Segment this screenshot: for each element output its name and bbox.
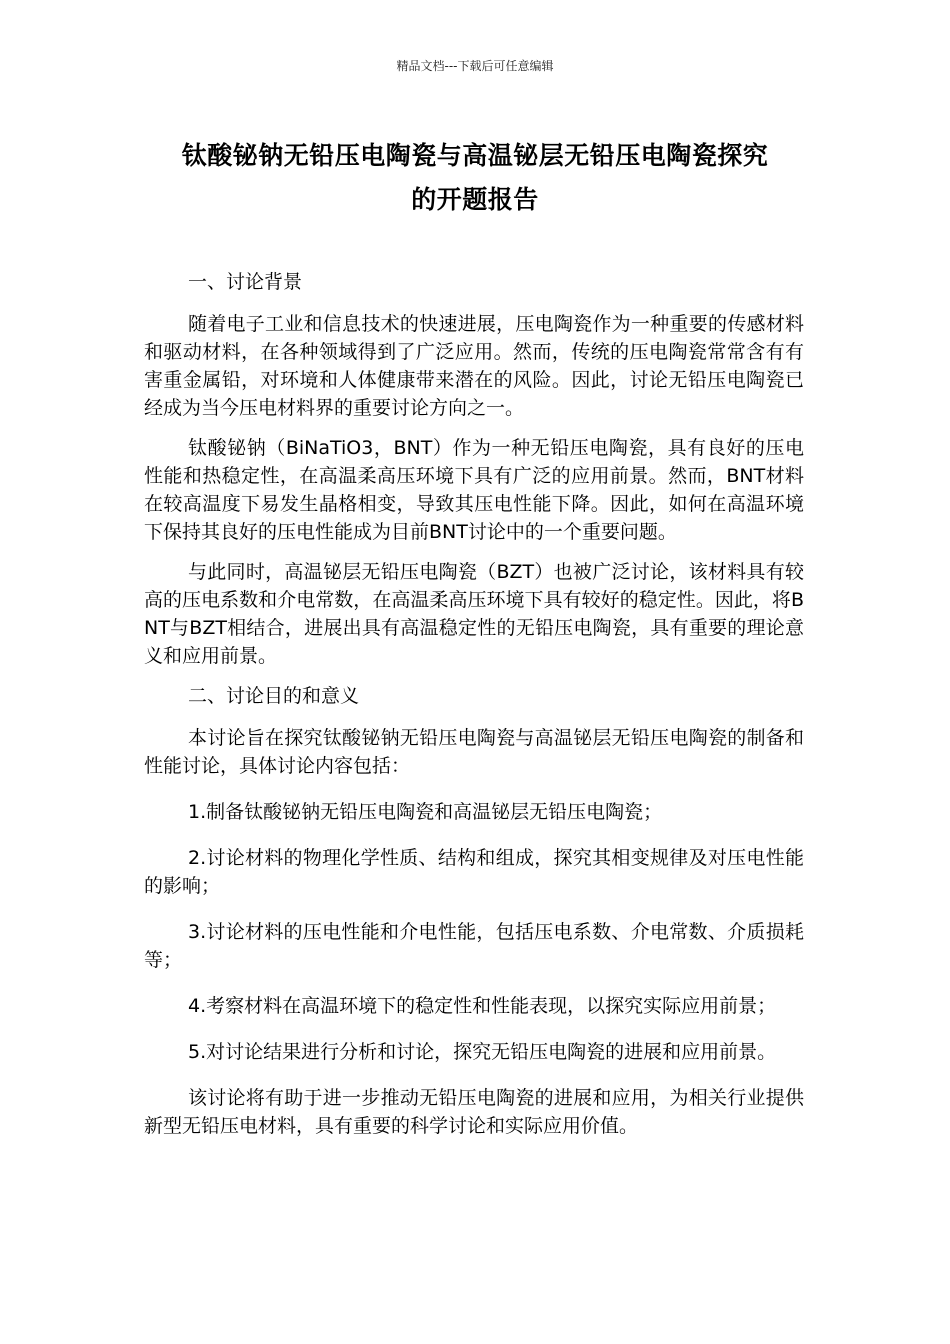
document-body [144, 268, 804, 1152]
section-heading-background: 一、讨论背景 [188, 271, 303, 293]
section-heading-purpose: 二、讨论目的和意义 [188, 685, 360, 707]
document-title [120, 134, 830, 222]
paragraph: 随着电子工业和信息技术的快速进展，压电陶瓷作为一种重要的传感材料和驱动材料，在各种领域得到了广泛应用。然而，传统的压电陶瓷常常含有有害重金属铅，对环境和人体健康带来潜在的风险。因此，讨论无铅压电陶瓷已经成为当今压电材料界的重要讨论方向之一。 [144, 313, 804, 419]
paragraph: 钛酸铋钠（BiNaTiO3，BNT）作为一种无铅压电陶瓷，具有良好的压电性能和热稳定性，在高温柔高压环境下具有广泛的应用前景。然而，BNT材料在较高温度下易发生晶格相变，导致其压电性能下降。因此，如何在高温环境下保持其良好的压电性能成为目前BNT讨论中的一个重要问题。 [144, 437, 804, 543]
list-item: 2.讨论材料的物理化学性质、结构和组成，探究其相变规律及对压电性能的影响； [144, 847, 804, 897]
paragraph: 与此同时，高温铋层无铅压电陶瓷（BZT）也被广泛讨论，该材料具有较高的压电系数和介电常数，在高温柔高压环境下具有较好的稳定性。因此，将BNT与BZT相结合，进展出具有高温稳定性的无铅压电陶瓷，具有重要的理论意义和应用前景。 [144, 561, 804, 667]
paragraph-intro: 本讨论旨在探究钛酸铋钠无铅压电陶瓷与高温铋层无铅压电陶瓷的制备和性能讨论，具体讨论内容包括： [144, 727, 804, 777]
list-item: 1.制备钛酸铋钠无铅压电陶瓷和高温铋层无铅压电陶瓷； [188, 801, 663, 823]
title-line-1: 钛酸铋钠无铅压电陶瓷与高温铋层无铅压电陶瓷探究 [181, 141, 769, 170]
list-item: 5.对讨论结果进行分析和讨论，探究无铅压电陶瓷的进展和应用前景。 [188, 1041, 777, 1063]
paragraph-conclusion: 该讨论将有助于进一步推动无铅压电陶瓷的进展和应用，为相关行业提供新型无铅压电材料，具有重要的科学讨论和实际应用价值。 [144, 1087, 804, 1137]
list-item: 4.考察材料在高温环境下的稳定性和性能表现，以探究实际应用前景； [188, 995, 777, 1017]
header-note: 精品文档---下载后可任意编辑 [396, 59, 554, 73]
list-item: 3.讨论材料的压电性能和介电性能，包括压电系数、介电常数、介质损耗等； [144, 921, 804, 971]
title-line-2: 的开题报告 [411, 185, 539, 214]
